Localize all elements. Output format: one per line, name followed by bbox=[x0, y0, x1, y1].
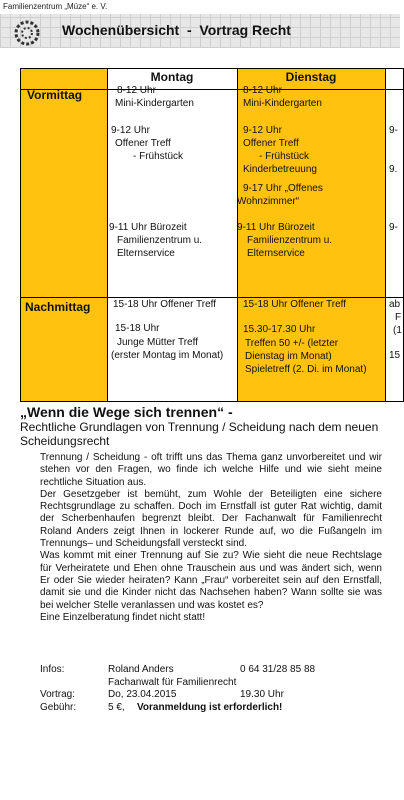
tue-pm-activity-2: Treffen 50 +/- (letzter bbox=[245, 338, 339, 349]
lecture-paragraph: Was kommt mit einer Trennung auf Sie zu? Wie sieht die neue Rechtslage für Verheiratete und Ehen ohne Trauschein aus und was ändert sich, wenn Er oder Sie wieder heiraten? Kann „Frau“ vorbereitet sein auf den Ernstfall, damit sie und die Kinder nicht das Nachsehen haben? Wann sollte sie was bei welcher Stelle veranlassen und was kostet es? bbox=[40, 550, 382, 611]
mon-am-time-3: 9-11 Uhr Bürozeit bbox=[109, 222, 187, 233]
cut-col-text: 9- bbox=[389, 222, 398, 233]
fee-label: Gebühr: bbox=[40, 701, 77, 713]
lecture-paragraph: Trennung / Scheidung - oft trifft uns das Thema ganz unvorbereitet und wir stehen vor den Fragen, wo finde ich welche Hilfe und wie sieht meine rechtliche Situation aus. bbox=[40, 452, 382, 488]
cut-col-text: 9- bbox=[389, 125, 398, 136]
lecture-subtitle: Rechtliche Grundlagen von Trennung / Scheidung nach dem neuen Scheidungsrecht bbox=[20, 420, 379, 448]
registration-note: Voranmeldung ist erforderlich! bbox=[137, 701, 283, 713]
tue-pm-time-2: 15.30-17.30 Uhr bbox=[243, 324, 316, 335]
mon-pm-activity-2: Junge Mütter Treff bbox=[117, 337, 198, 348]
mon-pm-entry-1: 15-18 Uhr Offener Treff bbox=[113, 299, 217, 310]
mon-am-activity-2b: - Frühstück bbox=[133, 151, 184, 162]
cut-col-text: 9. bbox=[389, 164, 398, 175]
lecture-paragraph: Eine Einzelberatung findet nicht statt! bbox=[40, 611, 206, 623]
tue-am-activity-2b: - Frühstück bbox=[259, 151, 310, 162]
row-label-afternoon: Nachmittag bbox=[25, 300, 91, 314]
tue-am-activity-4: Familienzentrum u. bbox=[247, 235, 333, 246]
cut-col-text: F bbox=[395, 312, 402, 323]
mon-am-activity-3b: Elternservice bbox=[117, 248, 175, 259]
cut-col-text: ab bbox=[389, 299, 401, 310]
cut-col-text: 15 bbox=[389, 350, 401, 361]
lecture-date: Do, 23.04.2015 bbox=[108, 689, 177, 700]
mon-pm-note-2: (erster Montag im Monat) bbox=[111, 350, 224, 361]
info-label: Infos: bbox=[40, 664, 65, 675]
tue-am-time-2: 9-12 Uhr bbox=[243, 125, 282, 136]
speaker-role: Fachanwalt für Familienrecht bbox=[108, 676, 237, 688]
corner-cell bbox=[21, 69, 107, 89]
mon-am-time-2: 9-12 Uhr bbox=[111, 125, 150, 136]
lecture-title: „Wenn die Wege sich trennen“ - bbox=[20, 404, 233, 420]
row-label-column-bg bbox=[21, 89, 107, 401]
mon-am-activity-1: Mini-Kindergarten bbox=[115, 98, 194, 109]
logo-icon bbox=[14, 20, 40, 46]
fee-amount: 5 €, bbox=[108, 701, 125, 713]
phone-number: 0 64 31/28 85 88 bbox=[240, 664, 316, 675]
date-label: Vortrag: bbox=[40, 689, 76, 700]
page-title: Wochenübersicht - Vortrag Recht bbox=[62, 22, 291, 38]
tue-pm-entry-1: 15-18 Uhr Offener Treff bbox=[243, 299, 347, 310]
mon-am-activity-2: Offener Treff bbox=[115, 138, 171, 149]
tue-am-activity-4b: Elternservice bbox=[247, 248, 305, 259]
lecture-body bbox=[40, 452, 382, 624]
tue-am-activity-2c: Kinderbetreuung bbox=[243, 164, 317, 175]
mon-am-time-1: 8-12 Uhr bbox=[117, 85, 156, 96]
header-monday: Montag bbox=[150, 70, 194, 84]
tue-am-activity-1: Mini-Kindergarten bbox=[243, 98, 322, 109]
row-label-morning: Vormittag bbox=[27, 88, 83, 102]
lecture-info bbox=[40, 664, 380, 714]
lecture-time: 19.30 Uhr bbox=[240, 689, 284, 700]
lecture-section bbox=[20, 404, 382, 624]
tue-am-time-3: 9-17 Uhr „Offenes bbox=[243, 183, 323, 194]
tue-pm-note-2: Dienstag im Monat) bbox=[245, 351, 332, 362]
lecture-paragraph: Der Gesetzgeber ist bemüht, zum Wohle der Beteiligten eine sichere Rechtsgrundlage zu schaffen. Doch im Ernstfall ist guter Rat wichtig, damit der Scherbenhaufen begrenzt bleibt. Der Fachanwalt für Familienrecht Roland Anders zeigt Ihnen in lockerer Runde auf, wo die Fußangeln im Trennungs– und Scheidungsfall versteckt sind. bbox=[40, 488, 382, 550]
speaker-name: Roland Anders bbox=[108, 664, 174, 675]
tue-am-time-4: 9-11 Uhr Bürozeit bbox=[237, 222, 315, 233]
header-tuesday: Dienstag bbox=[285, 70, 337, 84]
organization-name: Familienzentrum „Müze“ e. V. bbox=[3, 2, 108, 11]
weekly-schedule-table bbox=[20, 68, 404, 402]
tue-am-time-1: 8-12 Uhr bbox=[243, 85, 282, 96]
tue-am-activity-3: Wohnzimmer“ bbox=[237, 196, 300, 207]
cut-col-text: (1 bbox=[393, 325, 402, 336]
mon-pm-time-2: 15-18 Uhr bbox=[115, 323, 160, 334]
tue-pm-activity-3: Spieletreff (2. Di. im Monat) bbox=[245, 364, 367, 375]
mon-am-activity-3: Familienzentrum u. bbox=[117, 235, 203, 246]
tue-am-activity-2: Offener Treff bbox=[243, 138, 299, 149]
